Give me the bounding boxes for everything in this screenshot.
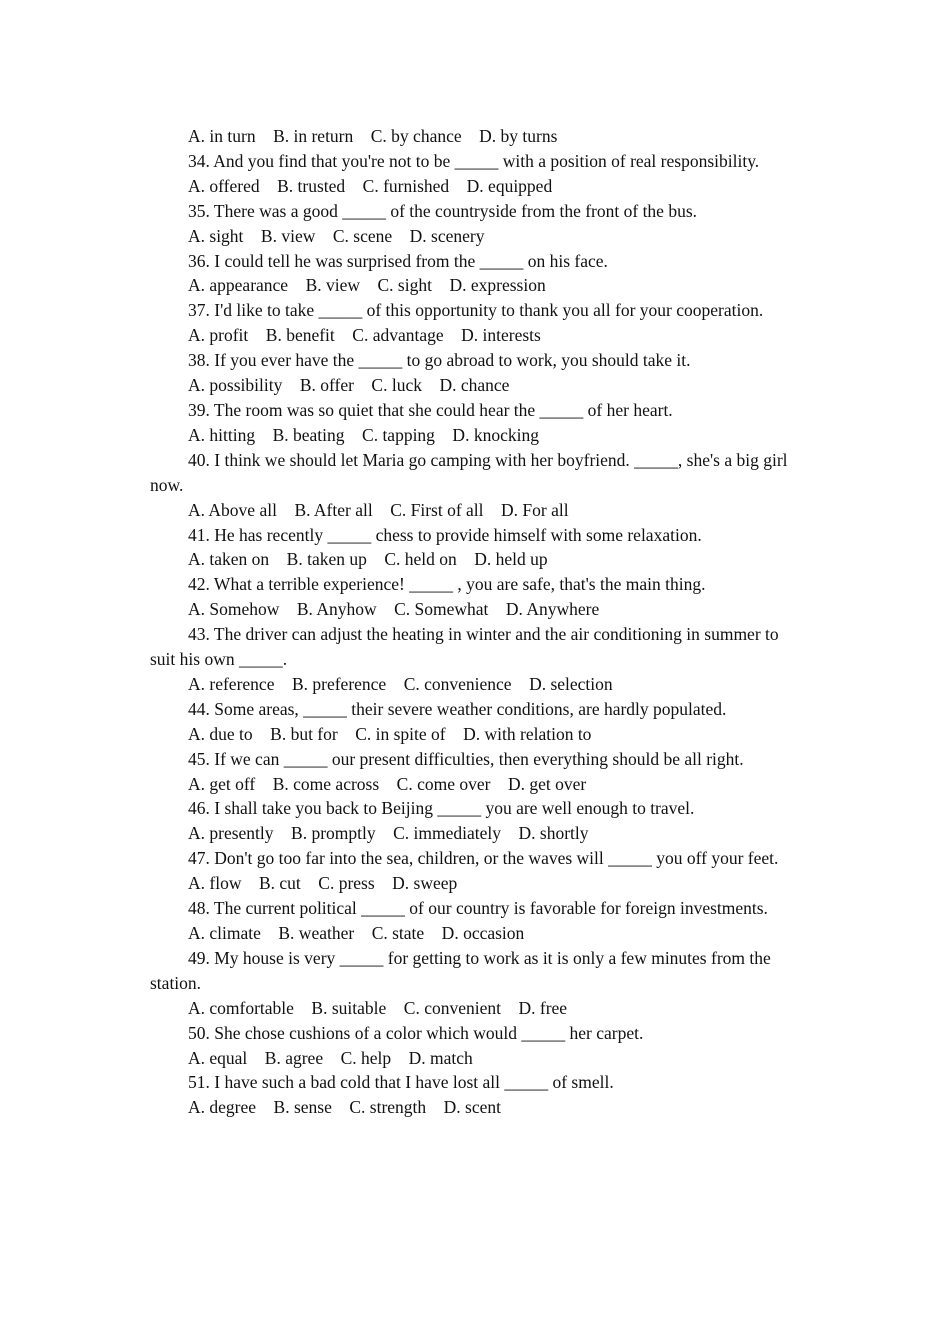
question-text: 46. I shall take you back to Beijing _____ you are well enough to travel. [188, 798, 695, 819]
question-text: 42. What a terrible experience! _____ , you are safe, that's the main thing. [188, 574, 706, 595]
options-line: A. Somehow B. Anyhow C. Somewhat D. Anywhere [188, 599, 600, 620]
options-line: A. taken on B. taken up C. held on D. held up [188, 549, 548, 570]
document-page [150, 124, 800, 1120]
question-text: 39. The room was so quiet that she could hear the _____ of her heart. [188, 399, 673, 420]
options-line: A. flow B. cut C. press D. sweep [188, 873, 458, 894]
options-line: A. profit B. benefit C. advantage D. interests [188, 325, 541, 346]
question-text: 51. I have such a bad cold that I have lost all _____ of smell. [188, 1072, 614, 1093]
question-text: 47. Don't go too far into the sea, children, or the waves will _____ you off your feet. [188, 848, 779, 869]
question-text: 44. Some areas, _____ their severe weather conditions, are hardly populated. [188, 698, 727, 719]
options-line: A. in turn B. in return C. by chance D. by turns [188, 126, 558, 146]
question-text: 48. The current political _____ of our country is favorable for foreign investments. [188, 898, 768, 919]
options-line: A. hitting B. beating C. tapping D. knocking [188, 424, 539, 445]
question-text: 50. She chose cushions of a color which would _____ her carpet. [188, 1022, 644, 1043]
options-line: A. reference B. preference C. convenience D. selection [188, 673, 613, 694]
question-text: 43. The driver can adjust the heating in winter and the air conditioning in summer to suit his own _____. [150, 624, 779, 670]
options-line: A. presently B. promptly C. immediately D. shortly [188, 823, 589, 844]
options-line: A. degree B. sense C. strength D. scent [188, 1097, 501, 1118]
question-text: 34. And you find that you're not to be _____ with a position of real responsibility. [188, 150, 760, 171]
options-line: A. appearance B. view C. sight D. expression [188, 275, 546, 296]
question-text: 41. He has recently _____ chess to provide himself with some relaxation. [188, 524, 702, 545]
options-line: A. sight B. view C. scene D. scenery [188, 225, 485, 246]
options-line: A. get off B. come across C. come over D. get over [188, 773, 587, 794]
question-list [150, 149, 800, 1120]
question-text: 37. I'd like to take _____ of this opportunity to thank you all for your cooperation. [188, 300, 764, 321]
options-line: A. possibility B. offer C. luck D. chance [188, 375, 510, 396]
options-line: A. comfortable B. suitable C. convenient D. free [188, 997, 568, 1018]
question-text: 40. I think we should let Maria go camping with her boyfriend. _____, she's a big girl now. [150, 449, 788, 495]
options-line: A. offered B. trusted C. furnished D. equipped [188, 175, 553, 196]
question-text: 36. I could tell he was surprised from the _____ on his face. [188, 250, 608, 271]
question-text: 38. If you ever have the _____ to go abroad to work, you should take it. [188, 350, 691, 371]
options-line: A. climate B. weather C. state D. occasion [188, 923, 525, 943]
question-text: 45. If we can _____ our present difficulties, then everything should be all right. [188, 748, 744, 769]
question-text: 49. My house is very _____ for getting to work as it is only a few minutes from the station. [150, 947, 771, 993]
options-line: A. due to B. but for C. in spite of D. with relation to [188, 723, 592, 744]
options-line: A. equal B. agree C. help D. match [188, 1047, 473, 1068]
question-text: 35. There was a good _____ of the countryside from the front of the bus. [188, 200, 698, 221]
options-line: A. Above all B. After all C. First of all D. For all [188, 499, 569, 520]
